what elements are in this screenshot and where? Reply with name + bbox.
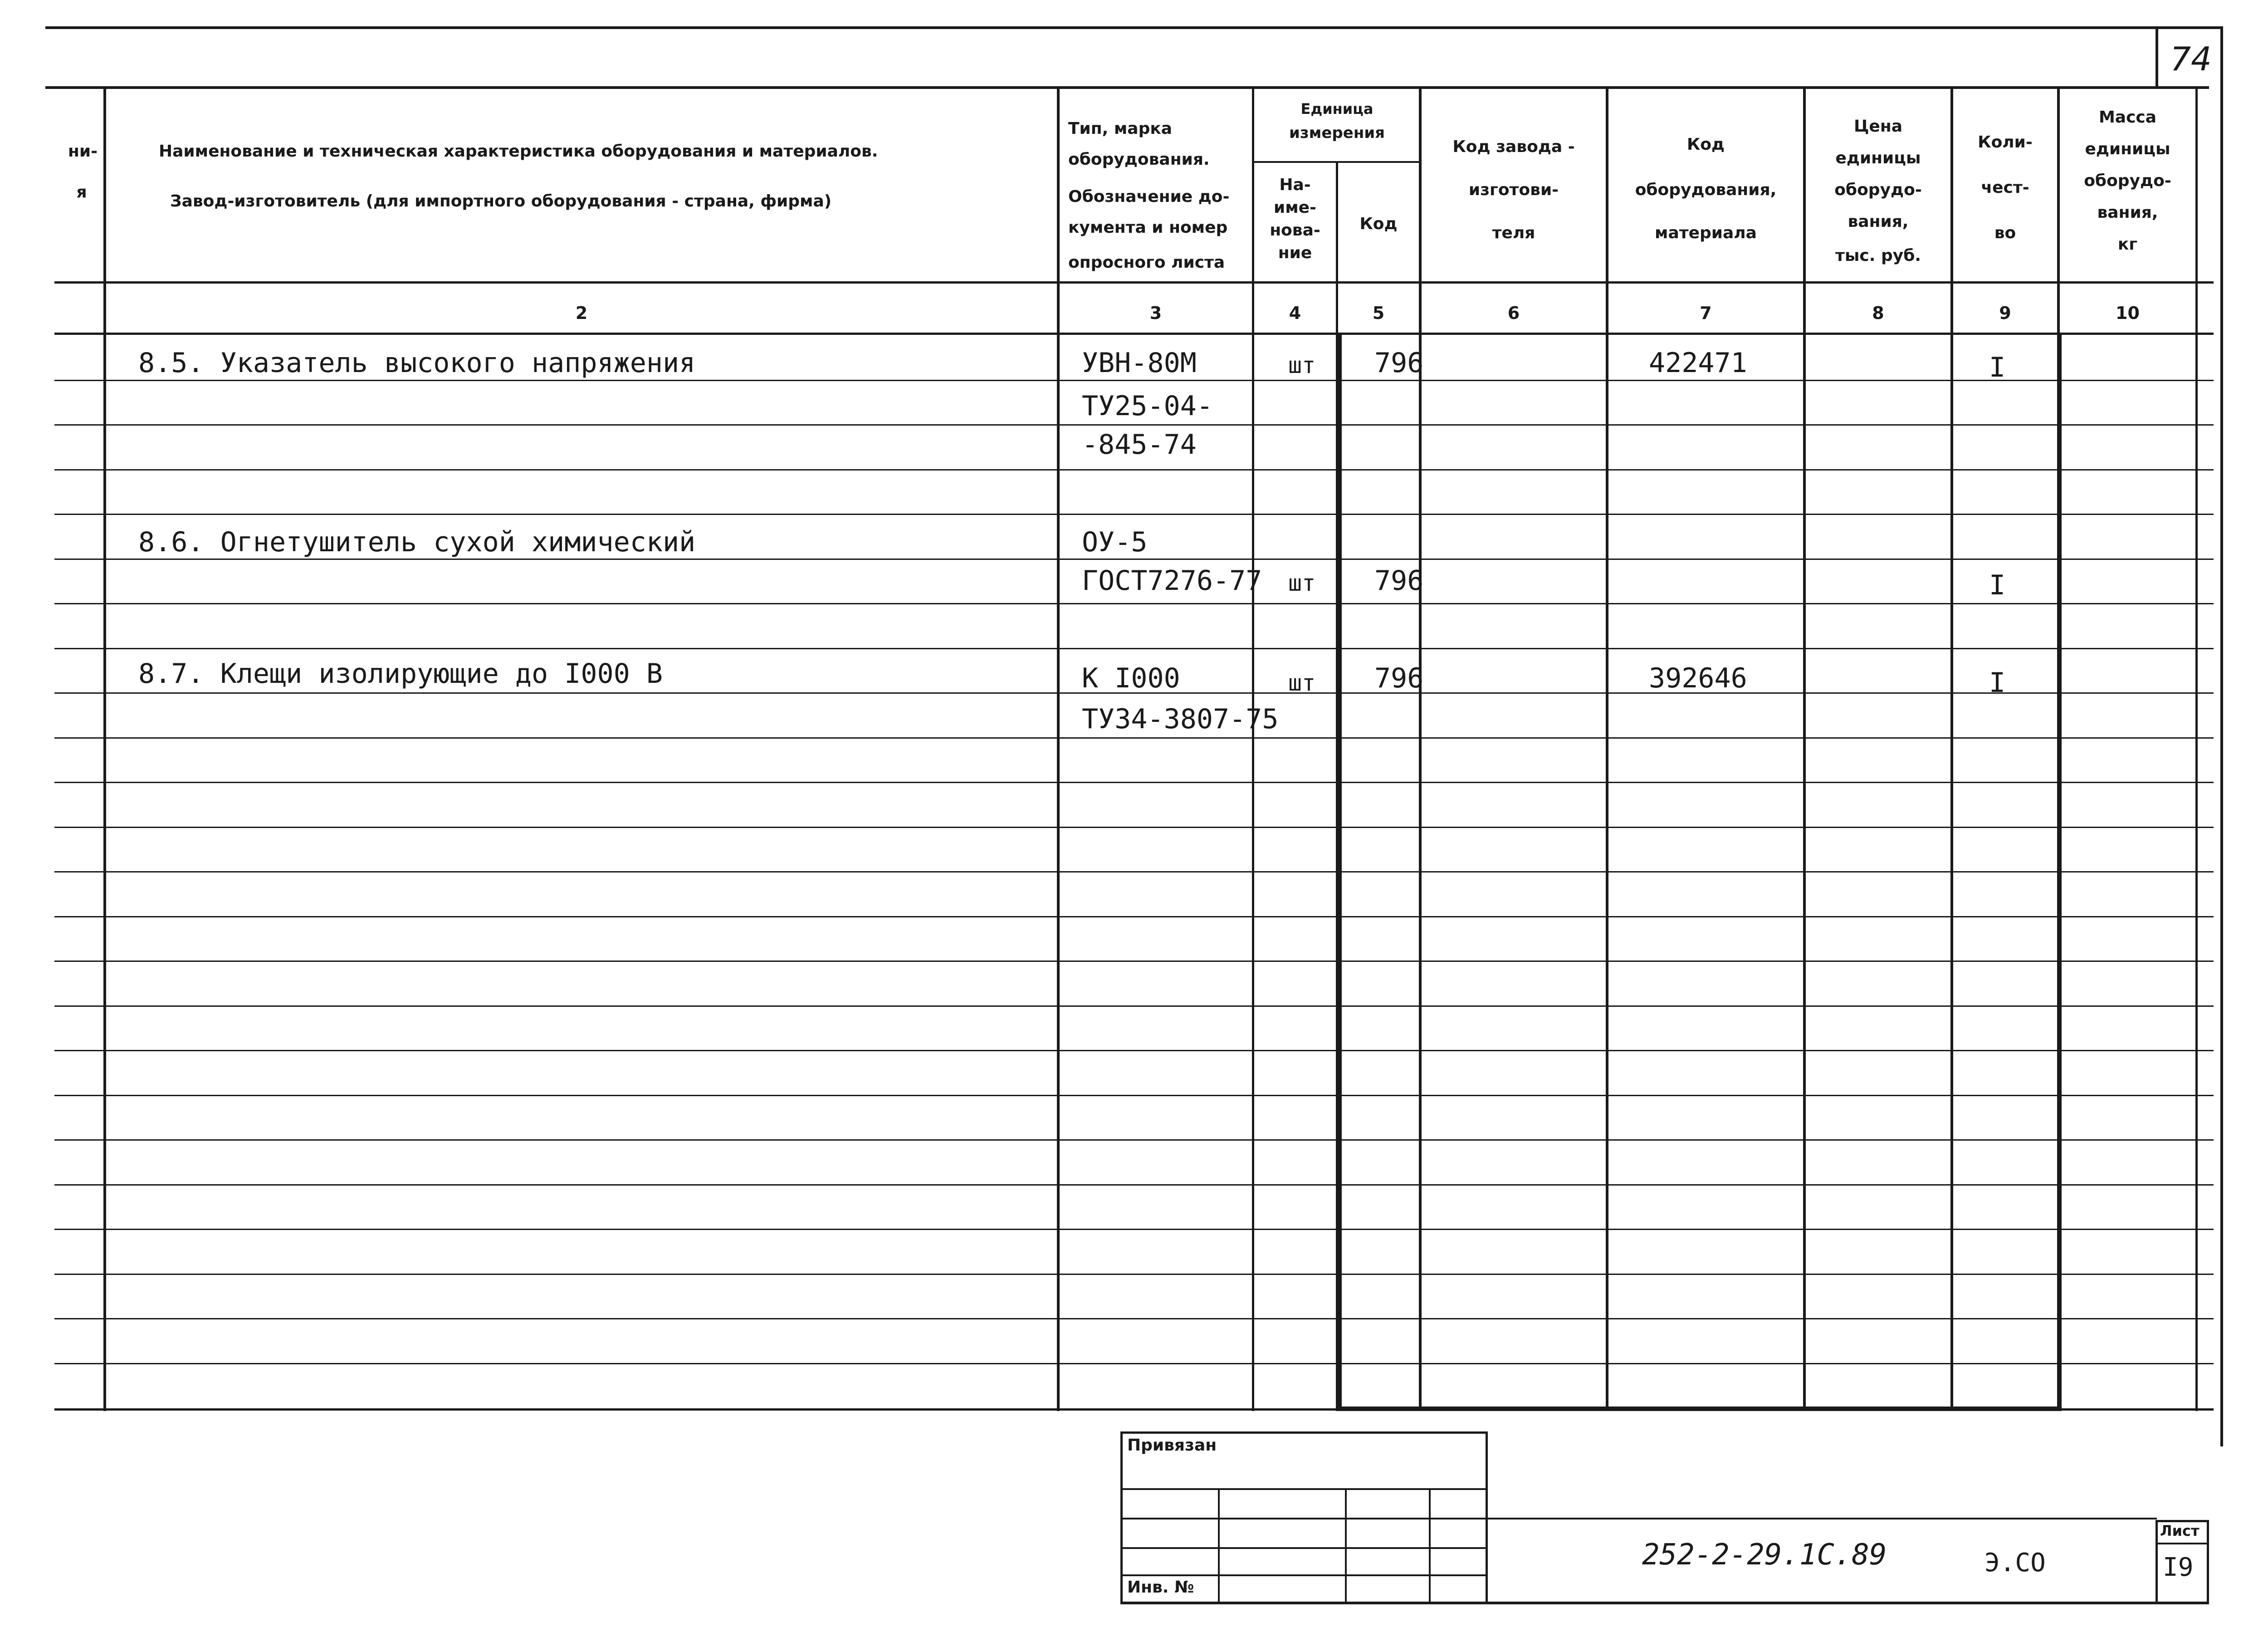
item-unit: шт bbox=[1288, 570, 1316, 596]
col6-header-l1: Код завода - bbox=[1452, 137, 1575, 156]
col3-header-l4: кумента и номер bbox=[1068, 218, 1228, 237]
col2-header-line2: Завод-изготовитель (для импортного оборудования - страна, фирма) bbox=[170, 192, 832, 211]
row-rule-line bbox=[54, 916, 2214, 917]
col3-header-l5: опросного листа bbox=[1068, 253, 1225, 272]
row-rule-line bbox=[54, 1363, 2214, 1364]
col8-header-l2: единицы bbox=[1835, 149, 1921, 167]
item-type: -845-74 bbox=[1082, 429, 1197, 461]
column-number: 2 bbox=[575, 303, 588, 323]
col10-header-l2: единицы bbox=[2085, 140, 2170, 158]
column-number: 9 bbox=[1999, 303, 2011, 323]
col9-header-l1: Коли- bbox=[1978, 133, 2033, 152]
col7-header-l1: Код bbox=[1686, 135, 1725, 154]
row-rule-line bbox=[54, 961, 2214, 962]
row-rule-line bbox=[54, 603, 2214, 604]
inventory-number-label: Инв. № bbox=[1127, 1578, 1194, 1597]
unit-group-header-l1: Единица bbox=[1300, 100, 1374, 118]
document-number: 252-2-29.1С.89 bbox=[1642, 1538, 1887, 1572]
item-unit: шт bbox=[1288, 670, 1316, 696]
row-rule-line bbox=[54, 871, 2214, 872]
col1-header-bottom: я bbox=[76, 183, 87, 201]
col4-header-l3: нова- bbox=[1270, 221, 1320, 240]
col10-header-l1: Масса bbox=[2098, 108, 2157, 127]
row-rule-line bbox=[54, 737, 2214, 739]
row-rule-line bbox=[54, 424, 2214, 426]
column-number: 5 bbox=[1372, 303, 1385, 323]
row-rule-line bbox=[54, 1184, 2214, 1186]
row-rule-line bbox=[54, 827, 2214, 828]
row-rule-line bbox=[54, 1005, 2214, 1007]
item-code: 796 bbox=[1374, 347, 1424, 379]
sheet-number: I9 bbox=[2163, 1553, 2194, 1582]
column-number: 4 bbox=[1289, 303, 1301, 323]
item-qty: I bbox=[1989, 352, 2006, 383]
item-type: ГОСТ7276-77 bbox=[1082, 565, 1262, 597]
column-number: 10 bbox=[2116, 303, 2140, 323]
row-rule-line bbox=[54, 1274, 2214, 1275]
col7-header-l2: оборудования, bbox=[1635, 181, 1777, 199]
col8-header-l3: оборудо- bbox=[1834, 181, 1922, 199]
row-rule-line bbox=[54, 1229, 2214, 1230]
col3-header-l3: Обозначение до- bbox=[1068, 187, 1230, 206]
col1-header-top: ни- bbox=[68, 142, 98, 161]
col6-header-l3: теля bbox=[1492, 224, 1535, 242]
row-rule-line bbox=[54, 1050, 2214, 1051]
row-rule-line bbox=[54, 469, 2214, 471]
row-rule-line bbox=[54, 1139, 2214, 1141]
row-rule-line bbox=[54, 648, 2214, 649]
col6-header-l2: изготови- bbox=[1468, 181, 1559, 199]
item-name: 8.5. Указатель высокого напряжения bbox=[138, 347, 696, 379]
item-qty: I bbox=[1989, 569, 2006, 601]
column-number: 3 bbox=[1149, 303, 1162, 323]
item-qty: I bbox=[1989, 667, 2006, 699]
col4-header-l4: ние bbox=[1278, 244, 1312, 262]
item-type: ТУ25-04- bbox=[1082, 390, 1213, 422]
item-code: 796 bbox=[1374, 662, 1424, 694]
col10-header-l3: оборудо- bbox=[2084, 172, 2171, 190]
column-number: 6 bbox=[1507, 303, 1520, 323]
col8-header-l5: тыс. руб. bbox=[1835, 246, 1921, 265]
sheet-label: Лист bbox=[2160, 1522, 2200, 1539]
col10-header-l4: вания, bbox=[2097, 203, 2158, 222]
col4-header-l1: На- bbox=[1279, 176, 1311, 194]
col4-header-l2: име- bbox=[1273, 198, 1316, 217]
item-code: 796 bbox=[1374, 565, 1424, 597]
privyazan-label: Привязан bbox=[1127, 1436, 1217, 1455]
col5-header: Код bbox=[1359, 215, 1398, 233]
col3-header-l1: Тип, марка bbox=[1068, 119, 1173, 138]
col9-header-l3: во bbox=[1994, 224, 2016, 242]
column-number: 8 bbox=[1872, 303, 1884, 323]
item-type: К I000 bbox=[1082, 662, 1180, 694]
row-rule-line bbox=[54, 782, 2214, 783]
row-rule-line bbox=[54, 514, 2214, 515]
column-number: 7 bbox=[1700, 303, 1712, 323]
item-type: УВН-80М bbox=[1082, 347, 1197, 379]
item-equip-code: 422471 bbox=[1649, 347, 1747, 379]
row-rule-line bbox=[54, 1318, 2214, 1319]
item-name: 8.7. Клещи изолирующие до I000 В bbox=[138, 658, 663, 690]
item-unit: шт bbox=[1288, 352, 1316, 378]
col8-header-l4: вания, bbox=[1848, 212, 1909, 231]
col3-header-l2: оборудования. bbox=[1068, 150, 1210, 169]
section-code: Э.СО bbox=[1984, 1548, 2046, 1578]
page-number: 74 bbox=[2170, 40, 2212, 78]
col8-header-l1: Цена bbox=[1854, 117, 1902, 136]
item-equip-code: 392646 bbox=[1649, 662, 1747, 694]
item-type: ТУ34-3807-75 bbox=[1082, 703, 1279, 735]
col7-header-l3: материала bbox=[1655, 224, 1757, 242]
row-rule-line bbox=[54, 1095, 2214, 1096]
item-name: 8.6. Огнетушитель сухой химический bbox=[138, 526, 696, 558]
col10-header-l5: кг bbox=[2117, 235, 2138, 254]
col9-header-l2: чест- bbox=[1981, 178, 2029, 197]
item-type: ОУ-5 bbox=[1082, 526, 1148, 558]
unit-group-header-l2: измерения bbox=[1289, 124, 1385, 142]
col2-header-line1: Наименование и техническая характеристика оборудования и материалов. bbox=[159, 142, 878, 161]
